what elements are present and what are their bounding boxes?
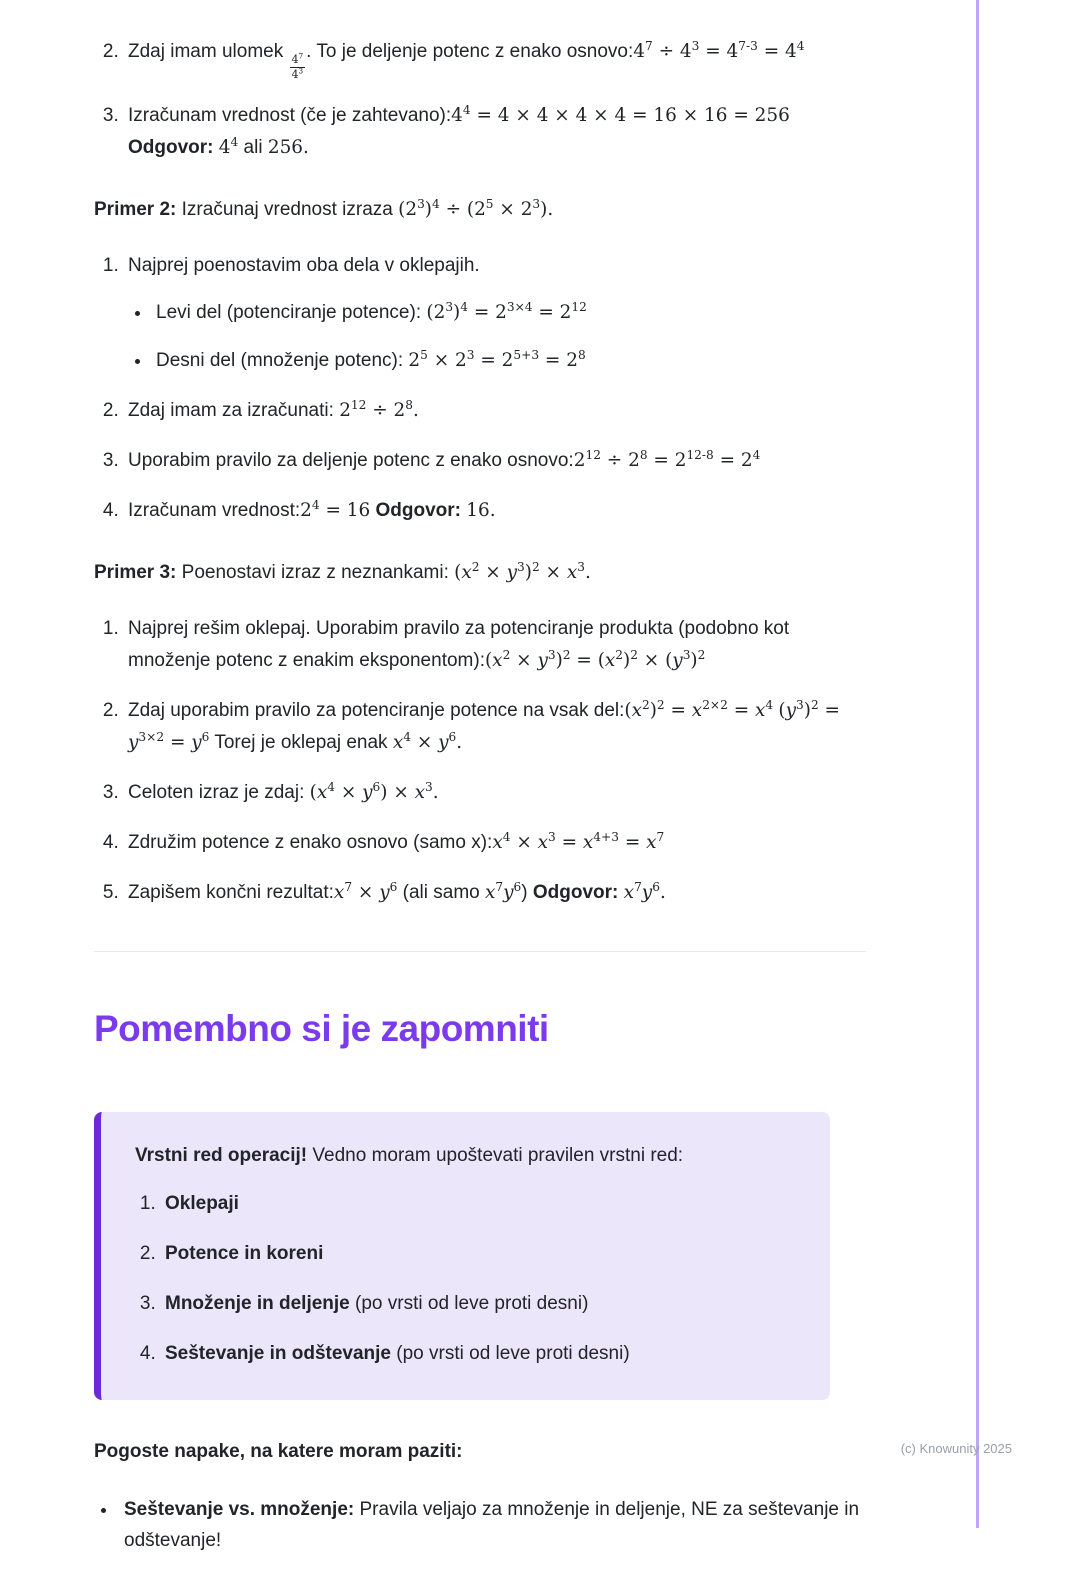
list-item-text: 3. Množenje in deljenje (po vrsti od leve proti desni) [165,1292,589,1314]
primer1-steps-list [94,36,866,164]
document-content [94,36,866,1573]
section-divider [94,951,866,952]
list-item [124,877,866,909]
list-item [124,495,866,527]
list-item [124,250,866,378]
list-item [124,777,866,809]
common-mistakes-list [94,1494,866,1558]
callout-steps-list [135,1188,796,1370]
primer2-steps-list [94,250,866,528]
list-item-text: 1. Najprej poenostavim oba dela v oklepajih. [128,254,480,276]
list-item [124,395,866,427]
list-item-text: • Levi del (potenciranje potence): $(2^3)^4 = 2^{3\times 4} = 2^{12}$ [156,300,587,324]
primer2-intro: Primer 2: Izračunaj vrednost izraza $(2^3)^4 \div (2^5 \times 2^3)$. [94,196,554,220]
list-item [152,345,866,377]
list-item-text: 2. Zdaj imam ulomek $\frac{4^7}{4^3}$ . To je deljenje potenc z enako $osnovo:4^7 \div 4^3 = 4^{7-3} = 4^4$ [128,38,805,81]
list-item-text: 5. Zapišem končni $rezultat:x^7 \times y^6$ (ali samo $x^7y^6$) Odgovor: $x^7y^6$. [128,879,666,904]
list-item [124,100,866,164]
list-item [124,695,866,759]
list-item-text: 2. Potence in koreni [165,1242,324,1264]
common-mistakes-heading: Pogoste napake, na katere moram paziti: [94,1440,463,1462]
list-item [124,827,866,859]
primer3-intro: Primer 3: Poenostavi izraz z neznankami: $(x^2 \times y^3)^2 \times x^3$. [94,560,591,584]
list-item-text: • Seštevanje vs. množenje: Pravila veljajo za množenje in deljenje, NE za seštevanje in odštevanje! [124,1498,860,1552]
footer-credit: (c) Knowunity 2025 [900,1441,1012,1456]
list-item-text: 3. Celoten izraz je zdaj: $(x^4 \times y^6) \times x^3$. [128,779,439,804]
list-item-text: 2. Zdaj uporabim pravilo za potenciranje potence na vsak $del:(x^2)^2 = x^{2\times 2} = x^4$ $(y^3)^2 = y^{3\times 2} = y^6$ Torej je oklepaj enak $x^4 \times y^6$. [128,698,840,754]
list-item-text: 4. Združim potence z enako osnovo (samo $x):x^4 \times x^3 = x^{4+3} = x^7$ [128,829,665,854]
list-item-text: 3. Uporabim pravilo za deljenje potenc z enako $osnovo:2^{12} \div 2^8 = 2^{12-8} = 2^4$ [128,448,761,472]
list-item [161,1338,796,1370]
list-item-text: 4. Izračunam $vrednost:2^4 = 16$ Odgovor: 16. [128,498,496,522]
list-item-text: 1. Najprej rešim oklepaj. Uporabim pravilo za potenciranje produkta (podobno kot množenje potenc z enakim $eksponentom):(x^2 \times y^3)^2 = (x^2)^2 \times (y^3)^2$ [128,618,790,672]
list-item [152,297,866,329]
list-item-text: • Desni del (množenje potenc): $2^5 \times 2^3 = 2^{5+3} = 2^8$ [156,348,586,372]
section-heading: Pomembno si je zapomniti [94,1007,549,1049]
list-item [161,1188,796,1220]
list-item [161,1238,796,1270]
order-of-operations-callout [94,1112,830,1400]
list-item-text: 4. Seštevanje in odštevanje (po vrsti od leve proti desni) [165,1342,630,1364]
list-item-text: 2. Zdaj imam za izračunati: $2^{12} \div 2^8$. [128,398,419,422]
list-item-text: 3. Izračunam vrednost (če je $zahtevano):4^4 = 4 \times 4 \times 4 \times 4 = 16 \times 16 = 256$ Odgovor: $4^4$ ali 256. [128,102,790,158]
primer2-sub-list [128,297,866,377]
list-item [124,36,866,82]
list-item [118,1494,866,1558]
callout-intro: Vrstni red operacij! Vedno moram upoštevati pravilen vrstni red: [135,1145,684,1167]
primer3-steps-list [94,613,866,909]
list-item-text: 1. Oklepaji [165,1193,239,1215]
page-border-line [976,0,979,1528]
list-item [161,1288,796,1320]
list-item [124,613,866,677]
list-item [124,445,866,477]
